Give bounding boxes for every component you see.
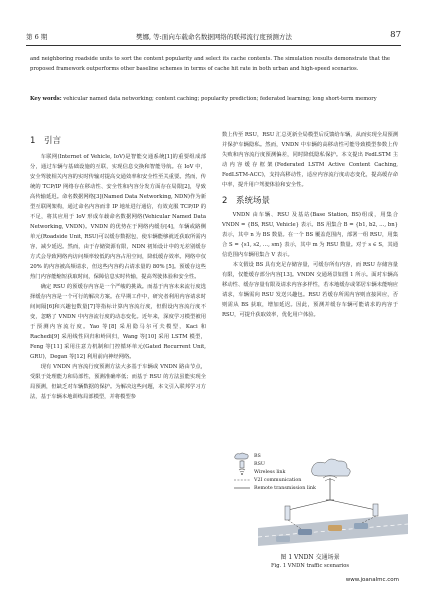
page-number: 87 — [390, 30, 401, 40]
keywords-text: vehicular named data networking; content caching; popularity prediction; federated learning; long short-term memory — [63, 96, 377, 102]
journal-url: www.joanalmc.com — [345, 577, 399, 583]
rsu-left-icon — [285, 506, 290, 520]
header-rule — [26, 45, 401, 46]
body-paragraph: VNDN 由车辆、RSU 及基站(Base Station, BS)组成，用集合 VNDN = {BS, RSU, Vehicle} 表示。BS 用集合 B = {b1, b2, …, bn} 表示，其中 n 为 BS 数量。在一个 BS 覆盖范围内，部署一组 RSU，用集合 S = {s1, s2, …, sm} 表示，其中 m 为 RSU 数量。对于 s ∈ S，其通信范围内车辆用集合 V 表示。 — [222, 212, 398, 258]
vehicle-icon — [354, 523, 368, 529]
keywords-label: Key words: — [30, 96, 62, 102]
remote-link-icon — [230, 485, 254, 491]
running-title: 樊娜, 等:面向车载命名数据网络的联邦流行度预测方法 — [136, 33, 292, 41]
body-paragraph: 现有 VNDN 内容流行度预测方法大多基于车辆或 VNDN 路由节点，受限于处理能力和局部性，预测准确率低；而基于 RSU 的方法虽能实现全局预测，但缺乏对车辆数据的保护。为解决这些问题，本文引入联邦学习方法，基于车辆本地训练局部模型，并将模型参 — [30, 364, 206, 400]
legend-label: RSU — [254, 461, 265, 467]
abstract-tail: and neighboring roadside units to sort the content popularity and select its cache contents. The simulation results demonstrate that the proposed framework outperforms other baseline schemes in terms of cache hit rate in both urban and high-speed scenarios. — [30, 56, 390, 72]
vehicle-icon — [276, 536, 290, 542]
section-heading-scenario — [222, 196, 398, 206]
keywords — [30, 95, 395, 105]
section-number: 2 — [222, 196, 228, 206]
legend-label: Remote transmission link — [254, 485, 316, 491]
legend-label: Wireless link — [254, 469, 286, 475]
legend-label: V2I communication — [254, 477, 302, 483]
rsu-right-icon — [373, 504, 378, 516]
body-paragraph: 确定 RSU 的预缓存内容是一个严峻的挑战。而基于内容未来流行度选择缓存内容是一个可行的解决方案。在早期工作中，研究者利用内容请求时间间隔[6]和兴趣包数量[7]等指标计算内容流行度，但假设内容流行度不变，忽略了 VNDN 中内容流行度的动态变化。近年来，深度学习模型被用于预测内容流行度。Yao 等[8] 采用隐马尔可夫模型，Kaci 和 Rachedi[9] 采用线性回归和岭回归，Wang 等[10] 采用 LSTM 模型，Feng 等[11] 采用注意力机制和门控循环单元(Gated Recurrent Unit, GRU)，Degan 等[12] 利用前向神经网络。 — [30, 284, 206, 360]
remote-link-line — [330, 500, 376, 510]
left-column — [30, 136, 206, 402]
figure-caption-cn: 图 1 VNDN 交通场景 — [280, 554, 340, 561]
wireless-link-icon — [230, 468, 254, 476]
section-title: 系统场景 — [236, 196, 271, 206]
body-paragraph-continued: 数上传至 RSU，RSU 汇总更新全局模型后反馈给车辆，从而实现全局预测并保护车辆隐私。然而，VNDN 中车辆的高移动性可能导致模型参数上传失败和内容流行度预测偏差，同时降低隐私保护。本文提出 FedLSTM 主动内容缓存框架(Federated LSTM Active Content Caching, FedLSTM-ACC)，支持高移动性，适应内容流行度动态变化，提高缓存命中率，提升用户驾驶体验和安全性。 — [222, 132, 398, 188]
vehicle-icon — [298, 529, 312, 535]
vehicle-icon — [328, 525, 342, 531]
base-station-icon — [323, 476, 337, 501]
section-heading-intro — [30, 136, 206, 146]
sky-cloud-icon — [312, 459, 351, 476]
legend-label: BS — [254, 453, 261, 459]
page-header — [26, 30, 401, 44]
issue-number: 第 6 期 — [26, 33, 48, 41]
right-column — [222, 130, 398, 320]
section-number: 1 — [30, 136, 36, 146]
vndn-scenario-illustration — [258, 448, 408, 546]
body-paragraph: 车联网(Internet of Vehicle, IoV)是智能交通系统[1]的重要组成部分，通过车辆与基础设施的互联，实现信息交换和智能导航。在 IoV 中，安全驾驶相关内容的实时传输对提高交通效率和安全性至关重要。然而，传统的 TCP/IP 网络存在移动性、安全性和内容分发方面存在局限[2]，导致高传输延迟。命名数据网络[3](Named Data Networking, NDN)作为新型互联网架构，通过命名内容而非 IP 地址进行通信，有效克服 TCP/IP 的不足，将其应用于 IoV 形成车载命名数据网络(Vehicular Named Data Networking, VNDN)。VNDN 的优势在于网络内缓存[4]，车辆或路侧单元(Roadside Unit, RSU)可以缓存数据包，使车辆能够就近获取所需内容，减少延迟。然而，由于存储资源有限，NDN 初始设计中的无差别缓存方式会导致网络内访问频率较低的内容占用空间，降低缓存效率。网络中仅 20% 的内容被高频请求，但这些内容约占请求量的 80% [5]。预缓存这些热门内容能缩短获取时间，保障信息实时传输，提高驾驶体验和安全性。 — [30, 154, 206, 280]
v2i-icon — [230, 477, 254, 483]
remote-link-line — [288, 500, 330, 510]
section-title: 引言 — [44, 136, 62, 146]
figure-caption-en: Fig. 1 VNDN traffic scenarios — [270, 563, 349, 569]
body-paragraph: 本文假设 BS 具有充足存储容量，可缓存所有内容，而 RSU 存储容量有限，仅能缓存部分内容[13]。VNDN 交通场景如图 1 所示。面对车辆高移动性、缓存容量有限及请求内容多样性，若本地缓存或邻居车辆未能响应请求，车辆需向 RSU 发送兴趣包。RSU 若缓存所需内容则直接回应，否则需从 BS 获取，增加延迟。因此，预测并缓存车辆可能请求的内容于 RSU，可提升获取效率，优化用户体验。 — [222, 262, 398, 318]
